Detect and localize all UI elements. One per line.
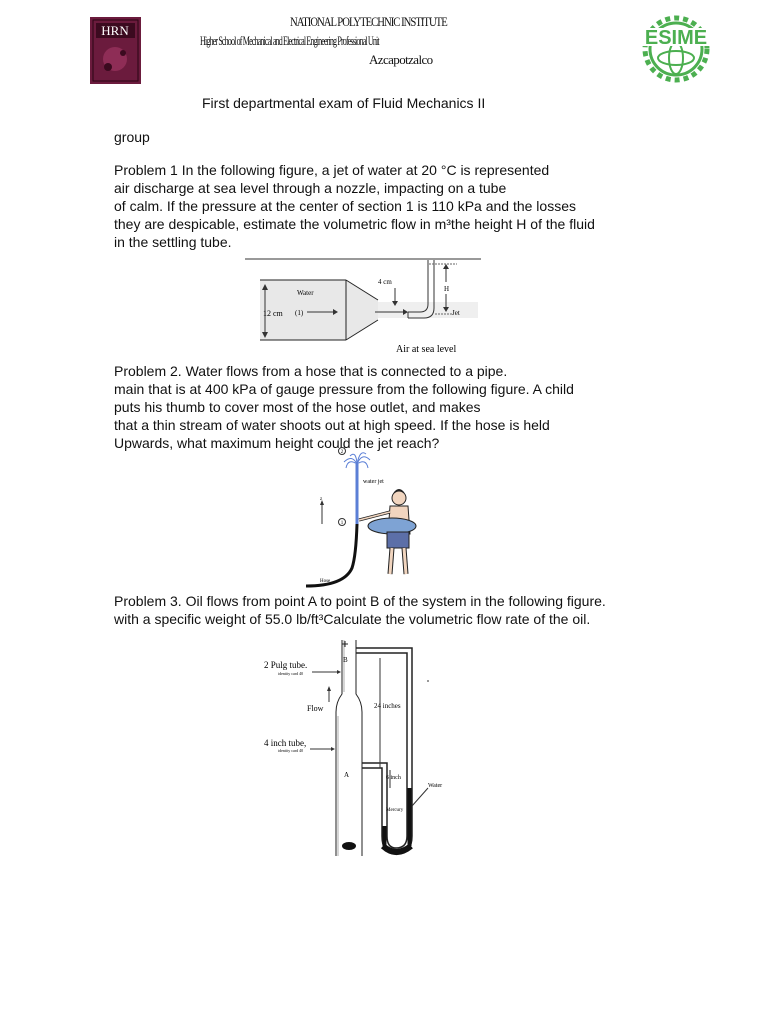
text-line: that a thin stream of water shoots out at high speed. If the hose is held: [114, 417, 550, 433]
tube-4-label: 4 inch tube,: [264, 738, 307, 748]
hose-label: Hose: [320, 579, 331, 584]
esime-logo: [636, 14, 716, 84]
problem-3-text: [114, 592, 674, 628]
text-line: in the settling tube.: [114, 234, 232, 250]
section-label: (1): [295, 309, 304, 317]
z-label: z: [320, 497, 323, 502]
diameter-large-label: 12 cm: [263, 309, 283, 318]
exam-title: First departmental exam of Fluid Mechanics II: [202, 95, 486, 111]
mercury-label: Mercury: [386, 808, 404, 813]
logo-right-text: ESIME: [644, 27, 708, 49]
campus-name: Azcapotzalco: [369, 52, 433, 67]
problem-3-figure: [262, 636, 452, 863]
dimension-6-label: 6 inch: [386, 775, 401, 781]
point-a-label: A: [344, 771, 350, 779]
institute-logo: [90, 17, 141, 84]
tube-2-label: 2 Pulg tube.: [264, 660, 308, 670]
text-line: they are despicable, estimate the volumetric flow in m³the height H of the fluid: [114, 216, 595, 232]
point-1-label: 1: [340, 521, 344, 526]
water-label: Water: [297, 289, 314, 297]
problem-2-figure: [300, 446, 425, 596]
institute-name: NATIONAL POLYTECHNIC INSTITUTE: [290, 14, 447, 29]
school-name: Higher School of Mechanical and Electrical Engineering Professional Unit: [200, 33, 379, 48]
text-line: puts his thumb to cover most of the hose outlet, and makes: [114, 399, 481, 415]
text-line: Problem 1 In the following figure, a jet of water at 20 °C is represented: [114, 162, 550, 178]
group-label: group: [114, 129, 150, 145]
text-line: Upwards, what maximum height could the jet reach?: [114, 435, 440, 451]
air-label: Air at sea level: [396, 344, 457, 355]
point-b-label: B: [343, 656, 348, 664]
tube-2-note: identity card 40: [278, 671, 304, 676]
tube-4-note: identity card 40: [278, 748, 304, 753]
text-line: Problem 2. Water flows from a hose that is connected to a pipe.: [114, 363, 508, 379]
problem-1-figure: [245, 256, 485, 361]
water-jet-label: water jet: [363, 479, 384, 485]
dimension-24-label: 24 inches: [374, 702, 401, 710]
logo-left-text: HRN: [101, 23, 129, 38]
point-2-label: 2: [340, 450, 344, 455]
text-line: of calm. If the pressure at the center of section 1 is 110 kPa and the losses: [114, 198, 576, 214]
text-line: Problem 3. Oil flows from point A to point B of the system in the following figure.: [114, 593, 606, 609]
flow-label: Flow: [307, 704, 324, 713]
problem-2-text: [114, 362, 674, 452]
text-line: air discharge at sea level through a nozzle, impacting on a tube: [114, 180, 507, 196]
jet-label: Jet: [452, 309, 460, 317]
height-label: H: [444, 285, 450, 293]
problem-1-text: [114, 161, 674, 251]
water-label: Water: [428, 783, 443, 789]
diameter-small-label: 4 cm: [378, 278, 392, 286]
text-line: main that is at 400 kPa of gauge pressure from the following figure. A child: [114, 381, 574, 397]
text-line: with a specific weight of 55.0 lb/ft³Calculate the volumetric flow rate of the oil.: [114, 611, 591, 627]
